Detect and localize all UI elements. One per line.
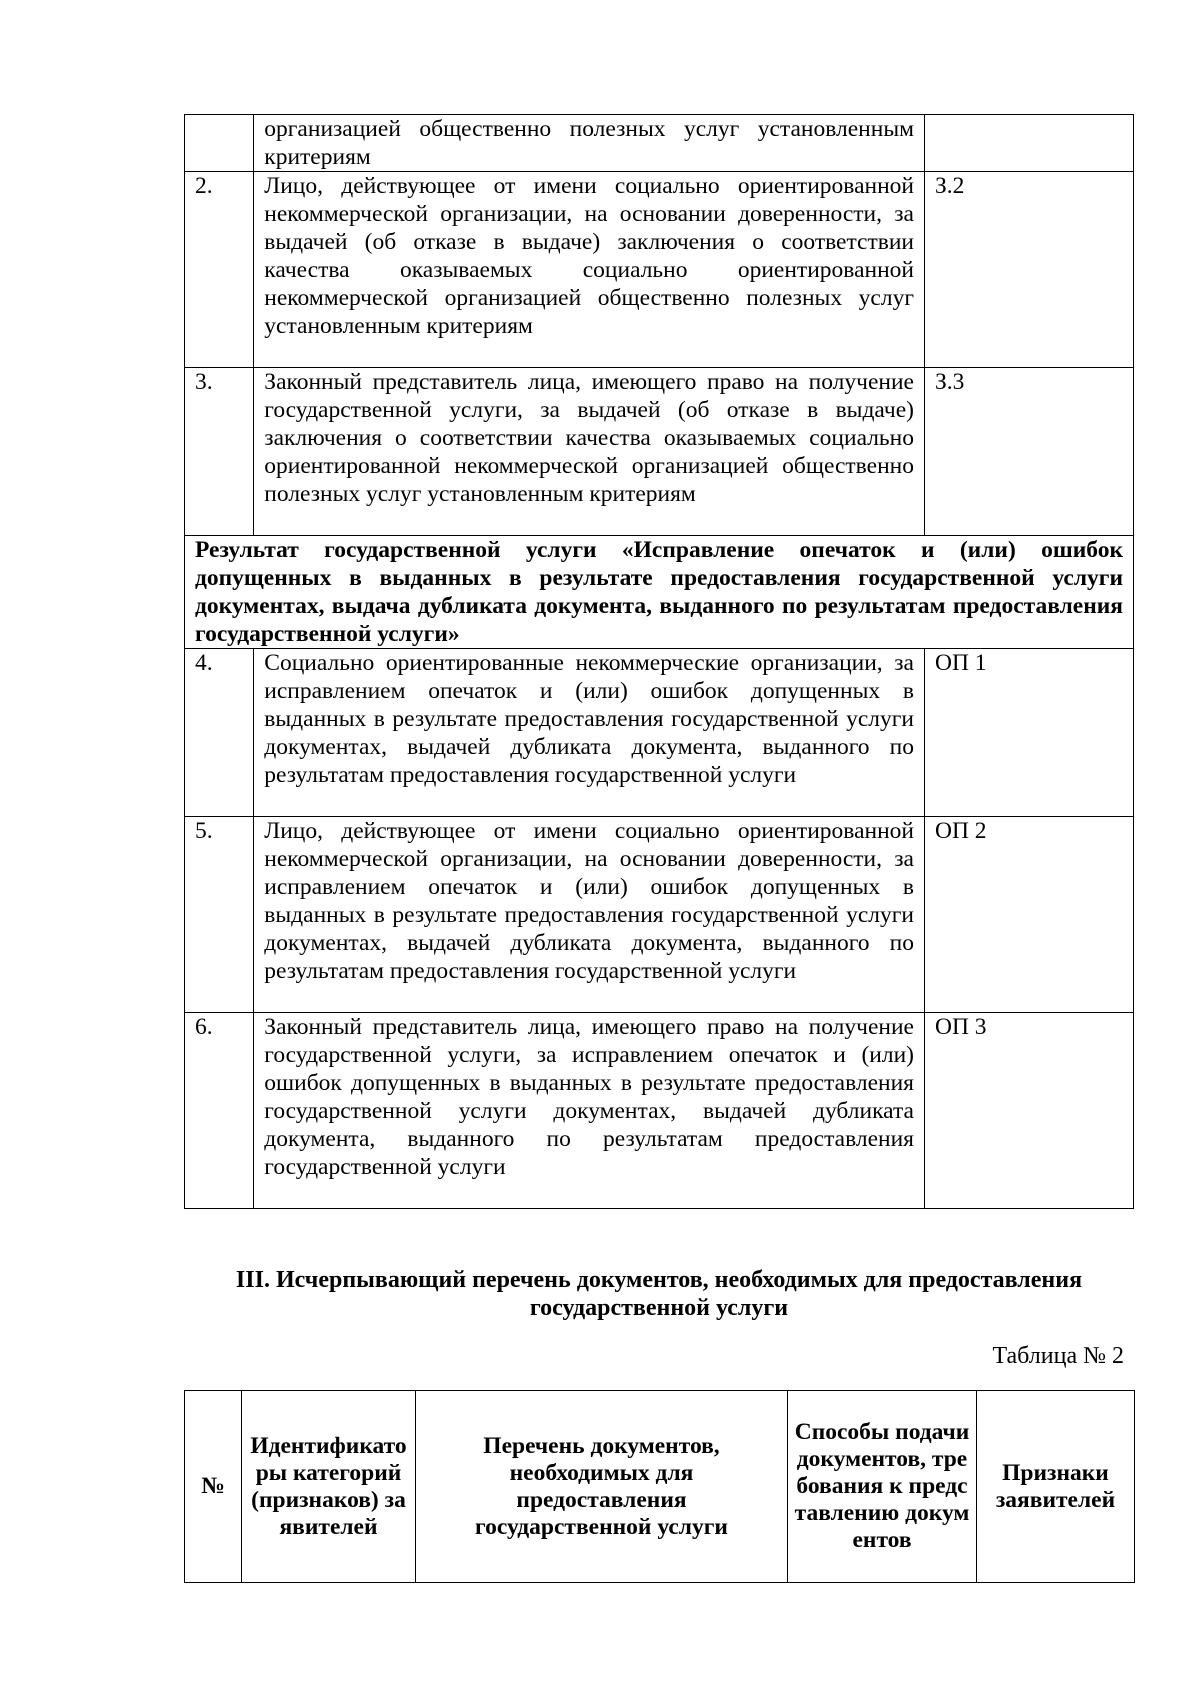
row-number (185, 115, 254, 172)
row-number: 6. (185, 1013, 254, 1209)
table-header-row (185, 1391, 1135, 1583)
row-description: организацией общественно полезных услуг установленным критериям (254, 115, 925, 172)
row-code: З.2 (924, 172, 1133, 368)
result-section-header: Результат государственной услуги «Исправление опечаток и (или) ошибок допущенных в выданных в результате предоставления государственной услуги документах, выдача дубликата документа, выданного по результатам предоставления государственной услуги» (185, 536, 1134, 649)
column-header-number: № (185, 1391, 242, 1583)
row-description: Законный представитель лица, имеющего право на получение государственной услуги, за выдачей (об отказе в выдаче) заключения о соответствии качества оказываемых социально ориентированной некоммерческой организацией общественно полезных услуг установленным критериям (254, 368, 925, 536)
row-number: 3. (185, 368, 254, 536)
table-row (185, 1013, 1134, 1209)
row-code: З.3 (924, 368, 1133, 536)
result-section-header-row (185, 536, 1134, 649)
column-header-applicant-attributes: Признаки заявителей (977, 1391, 1135, 1583)
table-row (185, 368, 1134, 536)
row-description: Лицо, действующее от имени социально ориентированной некоммерческой организации, на основании доверенности, за исправлением опечаток и (или) ошибок допущенных в выданных в результате предоставления государственной услуги документах, выдачей дубликата документа, выданного по результатам предоставления государственной услуги (254, 817, 925, 1013)
table-row (185, 172, 1134, 368)
table-row (185, 649, 1134, 817)
table-row (185, 817, 1134, 1013)
applicant-categories-table (184, 114, 1134, 1209)
row-code (924, 115, 1133, 172)
row-code: ОП 2 (924, 817, 1133, 1013)
section-heading: III. Исчерпывающий перечень документов, необходимых для предоставления государственной услуги (235, 1267, 1083, 1321)
row-number: 4. (185, 649, 254, 817)
row-code: ОП 3 (924, 1013, 1133, 1209)
row-description: Социально ориентированные некоммерческие организации, за исправлением опечаток и (или) ошибок допущенных в выданных в результате предоставления государственной услуги документах, выдачей дубликата документа, выданного по результатам предоставления государственной услуги (254, 649, 925, 817)
row-description: Законный представитель лица, имеющего право на получение государственной услуги, за исправлением опечаток и (или) ошибок допущенных в выданных в результате предоставления государственной услуги документах, выдачей дубликата документа, выданного по результатам предоставления государственной услуги (254, 1013, 925, 1209)
documents-table (184, 1390, 1135, 1583)
column-header-documents: Перечень документов, необходимых для предоставления государственной услуги (416, 1391, 788, 1583)
row-code: ОП 1 (924, 649, 1133, 817)
table-row (185, 115, 1134, 172)
table-caption: Таблица № 2 (992, 1343, 1124, 1369)
row-description: Лицо, действующее от имени социально ориентированной некоммерческой организации, на основании доверенности, за выдачей (об отказе в выдаче) заключения о соответствии качества оказываемых социально ориентированной некоммерческой организацией общественно полезных услуг установленным критериям (254, 172, 925, 368)
row-number: 2. (185, 172, 254, 368)
column-header-identifiers: Идентификаторы категорий (признаков) заявителей (242, 1391, 416, 1583)
row-number: 5. (185, 817, 254, 1013)
column-header-submission-methods: Способы подачи документов, требования к представлению документов (788, 1391, 977, 1583)
